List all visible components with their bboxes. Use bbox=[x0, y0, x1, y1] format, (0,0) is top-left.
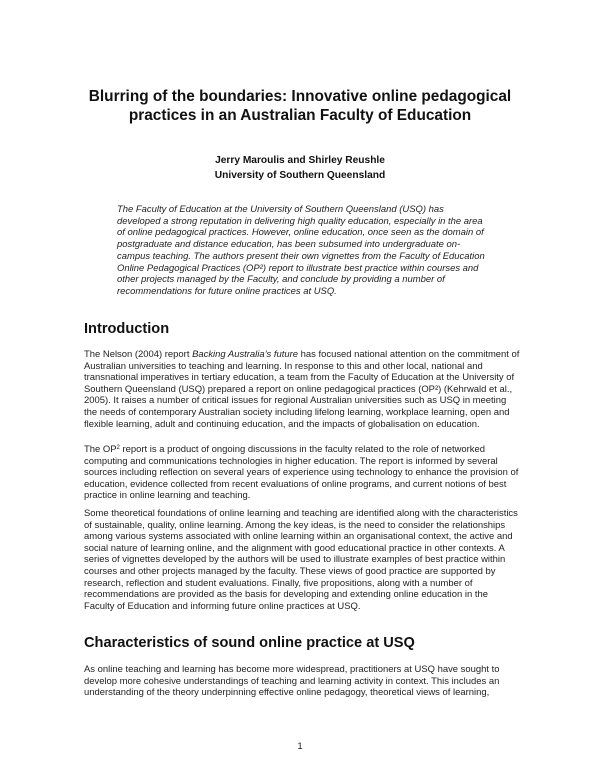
paper-title: Blurring of the boundaries: Innovative online pedagogical practices in an Australian Faculty of Education bbox=[88, 88, 512, 124]
intro-p1-before: The Nelson (2004) report bbox=[84, 349, 193, 360]
intro-p2-superscript: 2 bbox=[116, 445, 120, 451]
author-affiliation: University of Southern Queensland bbox=[214, 170, 386, 181]
abstract: The Faculty of Education at the University of Southern Queensland (USQ) has developed a strong reputation in delivering high quality education, especially in the area of online pedagogical practices. However, online education, once seen as the domain of postgraduate and distance education, has been subsumed into undergraduate on-campus teaching. The authors present their own vignettes from the Faculty of Education Online Pedagogical Practices (OP²) report to illustrate best practice within courses and other projects managed by the Faculty, and conclude by providing a number of recommendations for future online practices at USQ. bbox=[117, 204, 485, 297]
section-heading-introduction: Introduction bbox=[84, 321, 170, 337]
intro-paragraph-3: Some theoretical foundations of online learning and teaching are identified along with the characteristics of sustainable, quality, online learning. Among the key ideas, is the need to consider the relationships among various systems associated with online learning within an organisational context, the active and social nature of learning online, and the alignment with good educational practice in other contexts. A series of vignettes developed by the authors will be used to illustrate examples of best practice within courses and other projects managed by the faculty. These views of good practice are supported by research, reflection and student evaluations. Finally, five propositions, along with a number of recommendations are provided as the basis for developing and extending online education in the Faculty of Education and informing future online practices at USQ. bbox=[84, 508, 518, 612]
intro-p1-after: has focused national attention on the commitment of Australian universities to teaching and learning. In response to this and other local, national and transnational imperatives in tertiary education, a team from the Faculty of Education at the University of Southern Queensland (USQ) prepared a report on online pedagogical practices (OP²) (Kehrwald et al., 2005). It raises a number of critical issues for regional Australian universities such as USQ in meeting the needs of contemporary Australian society including lifelong learning, workplace learning, open and flexible learning, adult and continuing education, and the impacts of globalisation on education. bbox=[84, 349, 520, 430]
author-names: Jerry Maroulis and Shirley Reushle bbox=[215, 155, 385, 166]
author-block bbox=[60, 153, 540, 183]
intro-paragraph-1 bbox=[84, 349, 520, 430]
intro-p2-lead: The OP bbox=[84, 444, 117, 455]
page-number: 1 bbox=[297, 741, 303, 752]
intro-p1-report-title: Backing Australia’s future bbox=[192, 349, 299, 360]
section-heading-characteristics: Characteristics of sound online practice at USQ bbox=[84, 635, 415, 651]
intro-paragraph-2 bbox=[84, 444, 520, 502]
characteristics-paragraph-1: As online teaching and learning has become more widespread, practitioners at USQ have sought to develop more cohesive understandings of teaching and learning activity in context. This includes an understanding of the theory underpinning effective online pedagogy, theoretical views of learning, bbox=[84, 664, 500, 699]
intro-p2-rest: report is a product of ongoing discussions in the faculty related to the role of networked computing and communications technologies in higher education. The report is informed by several sources including reflection on several years of experience using technology to enhance the provision of education, evidence collected from recent evaluations of online programs, and current notions of best practice in online learning and teaching. bbox=[84, 444, 519, 502]
